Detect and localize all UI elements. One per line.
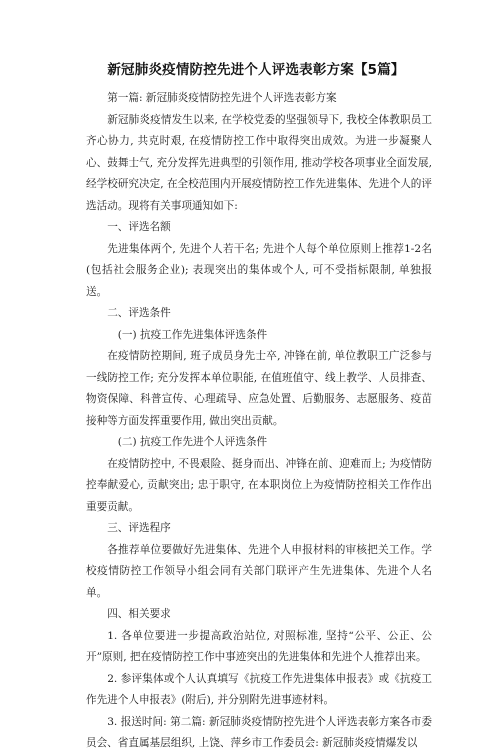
paragraph: 在疫情防控期间, 班子成员身先士卒, 冲锋在前, 单位教职工广泛参与一线防控工作; 充分发挥本单位职能, 在值班值守、线上教学、人员排查、物资保障、科普宣传、心理疏导、应急处置、后勤服务、志愿服务、疫苗接种等方面发挥重要作用, 做出突出贡献。 [86,350,432,427]
document-body [86,88,432,755]
paragraph: 3. 报送时间: 第二篇: 新冠肺炎疫情防控先进个人评选表彰方案各市委员会、省直属基层组织, 上饶、萍乡市工作委员会: 新冠肺炎疫情爆发以 [86,715,432,749]
paragraph: 1. 各单位要进一步提高政治站位, 对照标准, 坚持“公平、公正、公开”原则, 把在疫情防控工作中事迹突出的先进集体和先进个人推荐出来。 [86,629,432,663]
paragraph: 四、相关要求 [107,608,171,620]
paragraph: 二、评选条件 [107,307,171,319]
paragraph: 2. 参评集体或个人认真填写《抗疫工作先进集体申报表》或《抗疫工作先进个人申报表》(附后), 并分别附先进事迹材料。 [86,672,432,706]
paragraph: 各推荐单位要做好先进集体、先进个人申报材料的审核把关工作。学校疫情防控工作领导小组会同有关部门联评产生先进集体、先进个人名单。 [86,543,432,599]
paragraph: (一) 抗疫工作先进集体评选条件 [117,328,268,341]
paragraph: 一、评选名额 [107,221,171,233]
paragraph: 在疫情防控中, 不畏艰险、挺身而出、冲锋在前、迎难而上; 为疫情防控奉献爱心, 贡献突出; 忠于职守, 在本职岗位上为疫情防控相关工作作出重要贡献。 [86,457,432,513]
paragraph: (二) 抗疫工作先进个人评选条件 [117,436,268,448]
paragraph: 新冠肺炎疫情发生以来, 在学校党委的坚强领导下, 我校全体教职员工齐心协力, 共克时艰, 在疫情防控工作中取得突出成效。为进一步凝聚人心、鼓舞士气, 充分发挥先进典型的引领作用, 推动学校各项事业全面发展, 经学校研究决定, 在全校范围内开展疫情防控工作先进集体、先进个人的评选活动。现将有关事项通知如下: [86,113,432,212]
paragraph: 第一篇: 新冠肺炎疫情防控先进个人评选表彰方案 [107,92,337,104]
document-title: 新冠肺炎疫情防控先进个人评选表彰方案【5篇】 [107,62,405,78]
paragraph: 三、评选程序 [107,522,171,534]
paragraph: 先进集体两个, 先进个人若干名; 先进个人每个单位原则上推荐1-2名(包括社会服务企业); 表现突出的集体或个人, 可不受指标限制, 单独报送。 [86,242,432,298]
